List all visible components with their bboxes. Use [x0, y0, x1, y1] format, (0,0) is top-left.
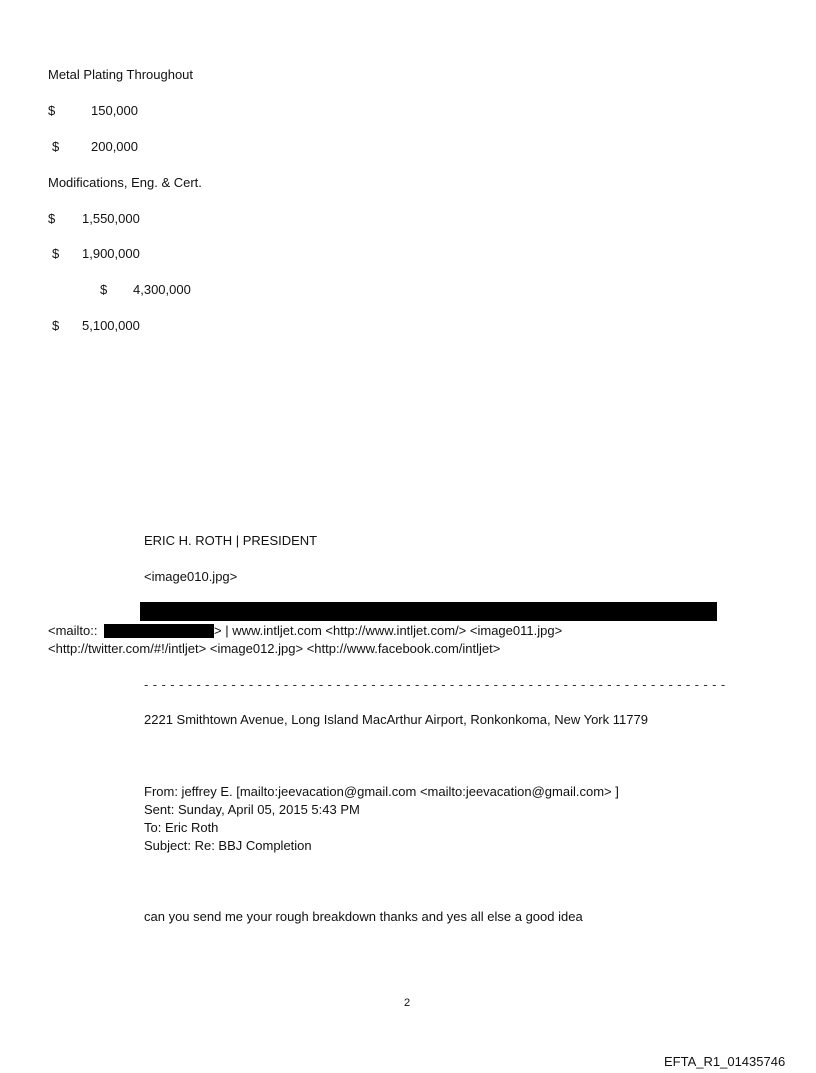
signature-image-ref: <image010.jpg> [144, 569, 238, 584]
section-heading-modifications: Modifications, Eng. & Cert. [48, 175, 202, 190]
cost-line [52, 246, 59, 262]
currency-symbol: $ [100, 282, 108, 297]
mailto-prefix: <mailto:: [48, 623, 98, 638]
cost-amount: 200,000 [91, 139, 138, 154]
redaction-bar [140, 602, 717, 621]
signature-divider: - - - - - - - - - - - - - - - - - - - - - - - - - - - - - - - - - - - - - - - - - - - - - - - - - - - - - - - - - - - - - - - - - - - [144, 677, 726, 692]
currency-symbol: $ [52, 318, 60, 333]
email-body: can you send me your rough breakdown thanks and yes all else a good idea [144, 909, 583, 924]
currency-symbol: $ [52, 139, 60, 154]
cost-line [48, 211, 55, 227]
cost-amount: 5,100,000 [82, 318, 140, 333]
signature-links-line1: > | www.intljet.com <http://www.intljet.com/> <image011.jpg> [214, 623, 563, 638]
email-sent: Sent: Sunday, April 05, 2015 5:43 PM [144, 802, 360, 817]
redaction-bar [104, 624, 214, 638]
cost-line [52, 139, 59, 155]
page-number: 2 [404, 997, 411, 1009]
signature-name-title: ERIC H. ROTH | PRESIDENT [144, 533, 318, 548]
signature-address: 2221 Smithtown Avenue, Long Island MacArthur Airport, Ronkonkoma, New York 11779 [144, 712, 648, 727]
email-to: To: Eric Roth [144, 820, 219, 835]
cost-amount: 1,900,000 [82, 246, 140, 261]
currency-symbol: $ [52, 246, 60, 261]
currency-symbol: $ [48, 103, 56, 118]
cost-line [100, 282, 107, 298]
email-subject: Subject: Re: BBJ Completion [144, 838, 312, 853]
section-heading-metal-plating: Metal Plating Throughout [48, 67, 194, 82]
cost-amount: 1,550,000 [82, 211, 140, 226]
cost-amount: 4,300,000 [133, 282, 191, 297]
signature-links-line2: <http://twitter.com/#!/intljet> <image012.jpg> <http://www.facebook.com/intljet> [48, 641, 501, 656]
document-id: EFTA_R1_01435746 [664, 1054, 786, 1069]
email-from: From: jeffrey E. [mailto:jeevacation@gmail.com <mailto:jeevacation@gmail.com> ] [144, 784, 619, 799]
cost-line [52, 318, 59, 334]
currency-symbol: $ [48, 211, 56, 226]
cost-amount: 150,000 [91, 103, 138, 118]
cost-line [48, 103, 55, 119]
